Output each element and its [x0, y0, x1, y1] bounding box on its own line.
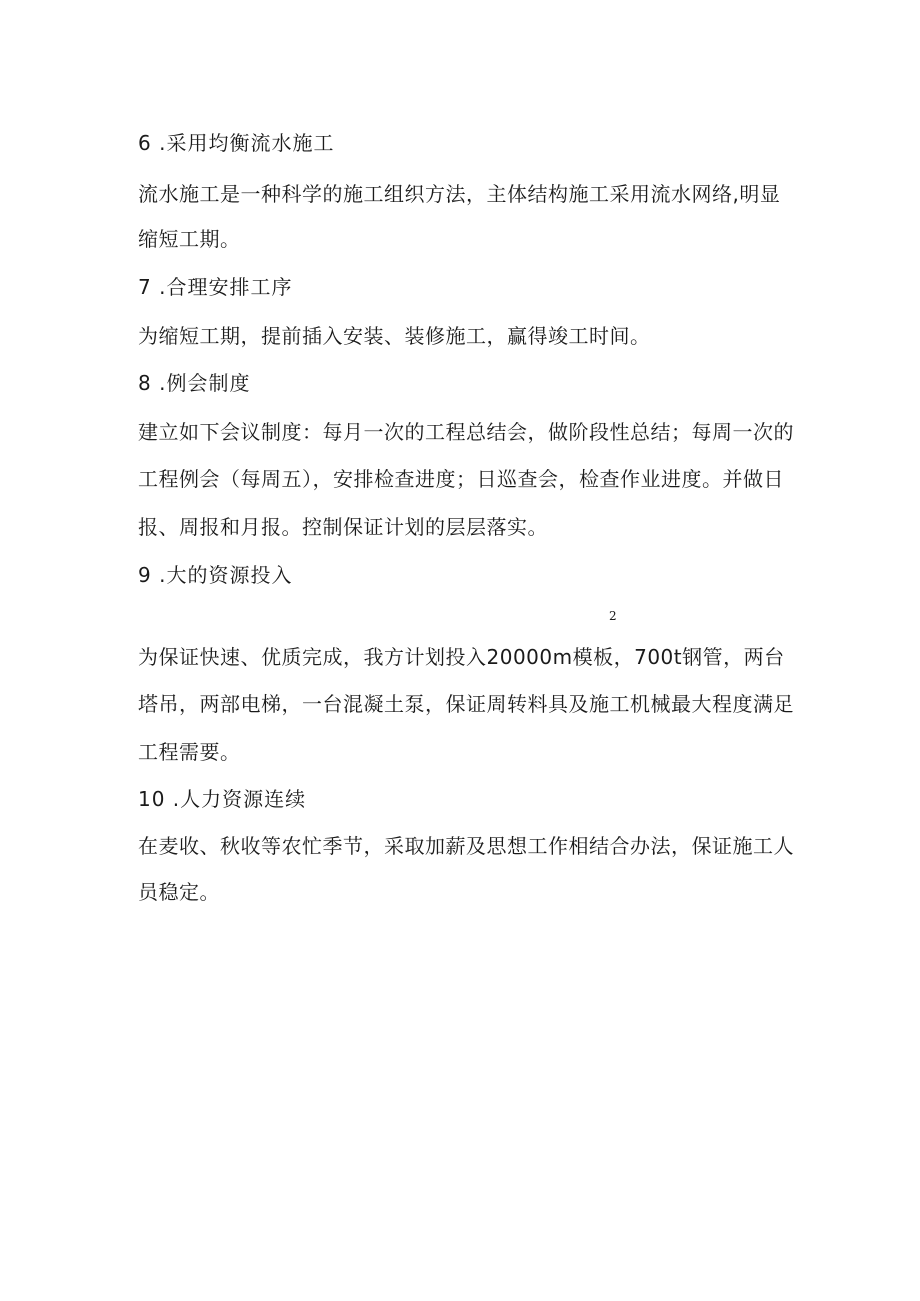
paragraph-line: 报、周报和月报。控制保证计划的层层落实。 [138, 515, 548, 539]
section-heading-8: 8 .例会制度 [138, 371, 251, 395]
paragraph-line: 缩短工期。 [138, 227, 241, 251]
paragraph-line: 为保证快速、优质完成，我方计划投入20000m模板，700t钢管，两台 [138, 645, 785, 669]
section-heading-9: 9 .大的资源投入 [138, 563, 293, 587]
paragraph-line: 工程例会（每周五），安排检查进度；日巡查会，检查作业进度。并做日 [138, 467, 784, 491]
paragraph-line: 塔吊，两部电梯，一台混凝土泵，保证周转料具及施工机械最大程度满足 [138, 692, 794, 716]
section-heading-7: 7 .合理安排工序 [138, 275, 293, 299]
paragraph-line: 工程需要。 [138, 740, 241, 764]
paragraph-line: 建立如下会议制度：每月一次的工程总结会，做阶段性总结；每周一次的 [138, 420, 794, 444]
paragraph-line: 在麦收、秋收等农忙季节，采取加薪及思想工作相结合办法，保证施工人 [138, 834, 794, 858]
paragraph-line: 流水施工是一种科学的施工组织方法，主体结构施工采用流水网络,明显 [138, 182, 781, 206]
paragraph-line: 为缩短工期，提前插入安装、装修施工，赢得竣工时间。 [138, 324, 651, 348]
superscript-mark: 2 [609, 609, 617, 623]
section-heading-10: 10 .人力资源连续 [138, 787, 307, 811]
section-heading-6: 6 .采用均衡流水施工 [138, 131, 335, 155]
paragraph-line: 员稳定。 [138, 880, 220, 904]
